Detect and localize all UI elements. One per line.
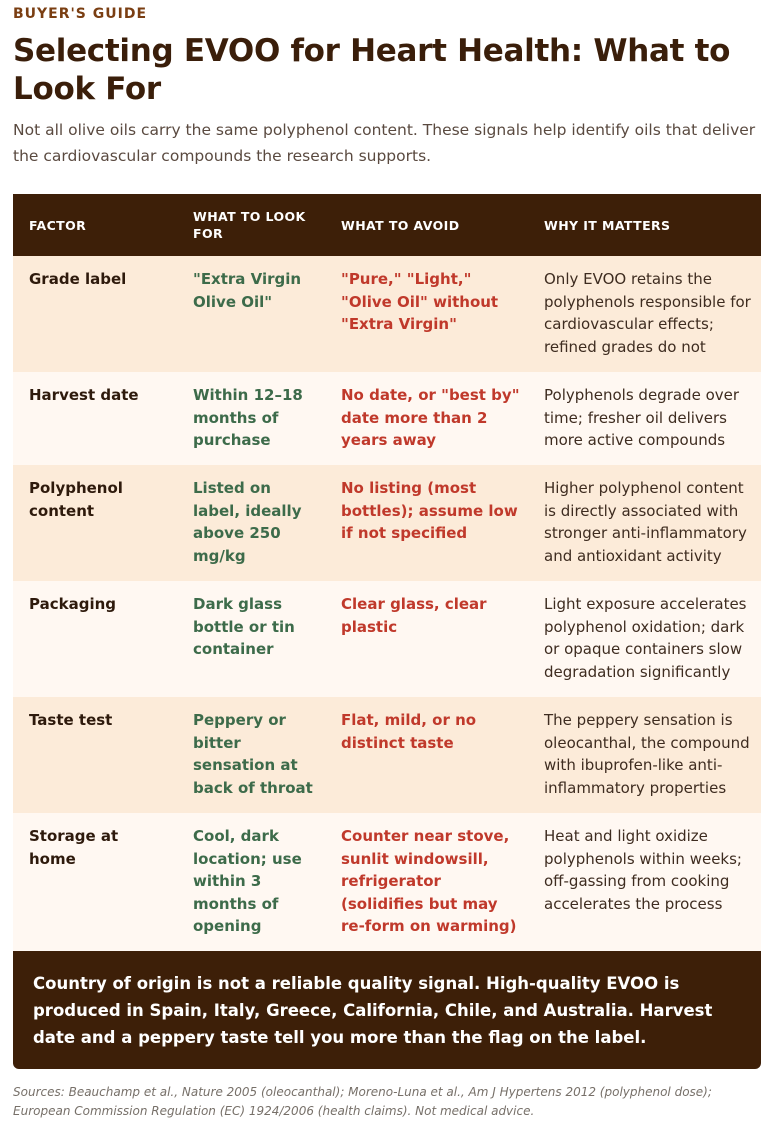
buyers-guide-article (13, 0, 761, 1121)
factor-cell: Harvest date (13, 372, 177, 465)
why-cell: Higher polyphenol content is directly associated with stronger anti-inflammatory and antioxidant activity (528, 465, 761, 581)
header-avoid: WHAT TO AVOID (325, 194, 528, 256)
callout-box: Country of origin is not a reliable quality signal. High-quality EVOO is produced in Spain, Italy, Greece, California, Chile, and Australia. Harvest date and a peppery taste tell you more than the flag on the label. (13, 951, 761, 1069)
factor-cell: Polyphenol content (13, 465, 177, 581)
avoid-cell: No date, or "best by" date more than 2 years away (325, 372, 528, 465)
table-header-row (13, 194, 761, 256)
factor-cell: Storage at home (13, 813, 177, 951)
intro-paragraph: Not all olive oils carry the same polyphenol content. These signals help identify oils that deliver the cardiovascular compounds the research supports. (13, 121, 756, 165)
factor-cell: Taste test (13, 697, 177, 813)
factor-cell: Packaging (13, 581, 177, 697)
look-for-cell: Dark glass bottle or tin container (177, 581, 325, 697)
table-row (13, 256, 761, 372)
sources-footnote: Sources: Beauchamp et al., Nature 2005 (oleocanthal); Moreno-Luna et al., Am J Hypertens 2012 (polyphenol dose); European Commission Regulation (EC) 1924/2006 (health claims). Not medical advice. (13, 1085, 712, 1118)
table-row (13, 465, 761, 581)
look-for-cell: "Extra Virgin Olive Oil" (177, 256, 325, 372)
look-for-cell: Within 12–18 months of purchase (177, 372, 325, 465)
header-factor: FACTOR (13, 194, 177, 256)
page-title: Selecting EVOO for Heart Health: What to Look For (13, 33, 731, 107)
guide-table (13, 194, 761, 951)
why-cell: Only EVOO retains the polyphenols responsible for cardiovascular effects; refined grades do not (528, 256, 761, 372)
why-cell: The peppery sensation is oleocanthal, the compound with ibuprofen-like anti-inflammatory properties (528, 697, 761, 813)
avoid-cell: No listing (most bottles); assume low if not specified (325, 465, 528, 581)
table-row (13, 372, 761, 465)
look-for-cell: Peppery or bitter sensation at back of throat (177, 697, 325, 813)
avoid-cell: Counter near stove, sunlit windowsill, refrigerator (solidifies but may re-form on warming) (325, 813, 528, 951)
why-cell: Polyphenols degrade over time; fresher oil delivers more active compounds (528, 372, 761, 465)
table-row (13, 813, 761, 951)
why-cell: Heat and light oxidize polyphenols within weeks; off-gassing from cooking accelerates the process (528, 813, 761, 951)
avoid-cell: "Pure," "Light," "Olive Oil" without "Extra Virgin" (325, 256, 528, 372)
avoid-cell: Flat, mild, or no distinct taste (325, 697, 528, 813)
why-cell: Light exposure accelerates polyphenol oxidation; dark or opaque containers slow degradation significantly (528, 581, 761, 697)
avoid-cell: Clear glass, clear plastic (325, 581, 528, 697)
factor-cell: Grade label (13, 256, 177, 372)
table-row (13, 697, 761, 813)
header-look-for: WHAT TO LOOK FOR (177, 194, 325, 256)
table-row (13, 581, 761, 697)
header-why: WHY IT MATTERS (528, 194, 761, 256)
look-for-cell: Listed on label, ideally above 250 mg/kg (177, 465, 325, 581)
look-for-cell: Cool, dark location; use within 3 months of opening (177, 813, 325, 951)
section-kicker: BUYER'S GUIDE (13, 6, 148, 22)
